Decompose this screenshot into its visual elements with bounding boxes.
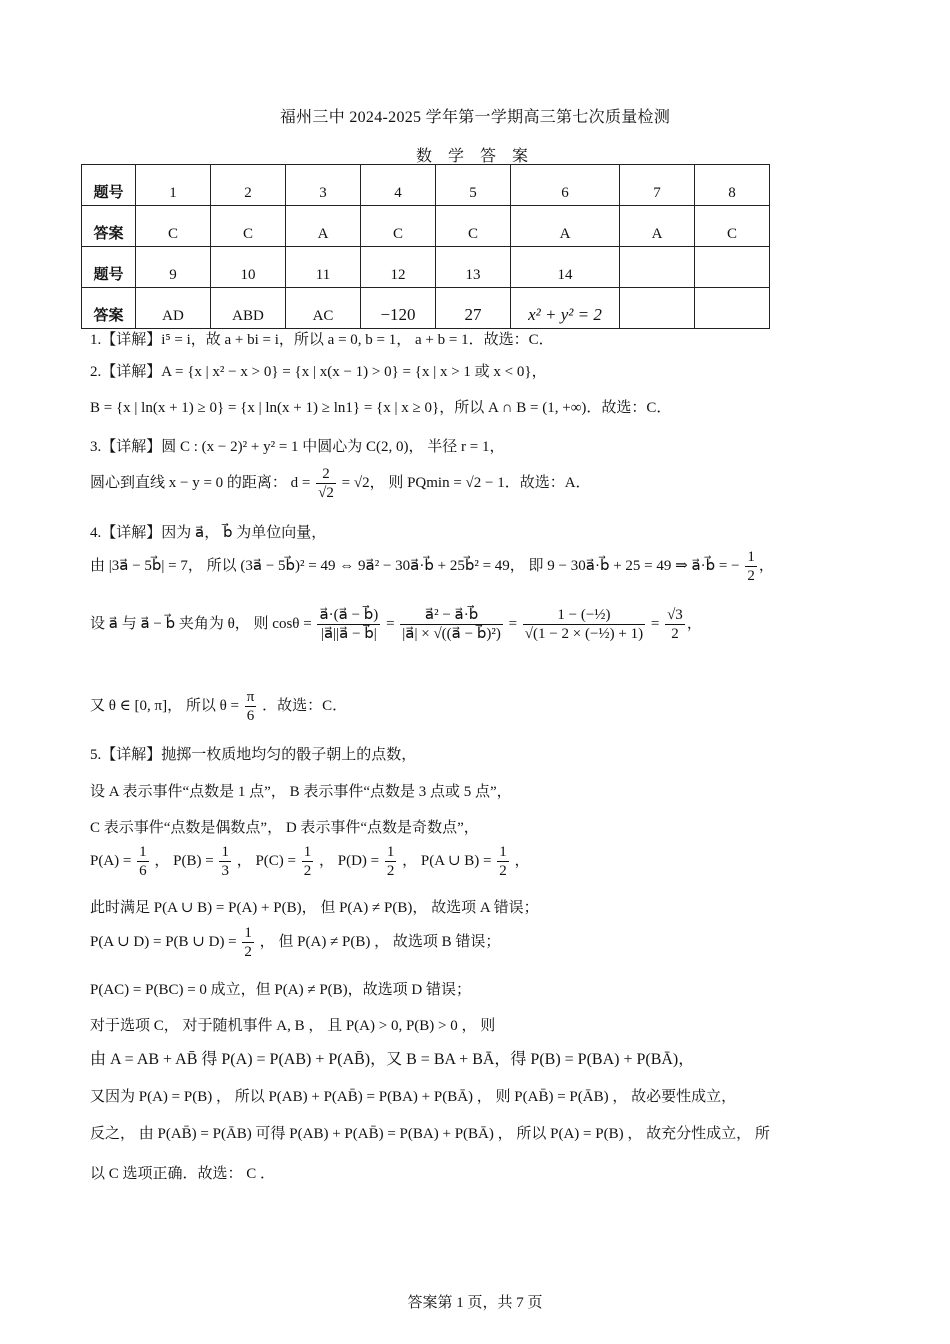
table-cell: 8 <box>695 165 770 206</box>
fraction <box>665 606 685 643</box>
table-cell: AD <box>136 288 211 329</box>
text-segment: 由 |3a⃗ − 5b⃗| = 7， 所以 (3a⃗ − 5b⃗)² = 49 ⇔ 9a⃗² − 30a⃗·b⃗ + 25b⃗² = 49， 即 9 − 30a⃗·b⃗ + 25 = 49 ⇒ a⃗·b⃗ = − <box>90 557 740 574</box>
numerator: √3 <box>667 607 683 623</box>
row-label: 答案 <box>82 206 136 247</box>
table-cell: C <box>436 206 511 247</box>
solution-3-line-2 <box>90 465 591 502</box>
solution-5-line-1: 5.【详解】抛掷一枚质地均匀的骰子朝上的点数， <box>90 747 417 763</box>
table-cell <box>695 288 770 329</box>
table-cell: 11 <box>286 247 361 288</box>
fraction <box>316 465 336 502</box>
denominator: 3 <box>221 863 229 879</box>
fraction <box>400 606 503 643</box>
document-title: 福州三中 2024-2025 学年第一学期高三第七次质量检测 <box>279 109 671 126</box>
fraction <box>745 548 757 585</box>
numerator: 1 <box>244 925 252 941</box>
numerator: 2 <box>316 465 336 484</box>
fraction <box>497 843 509 880</box>
numerator: 1 <box>139 844 147 860</box>
solution-1: 1.【详解】i⁵ = i，故 a + bi = i，所以 a = 0, b = 1， a + b = 1．故选：C． <box>90 332 554 348</box>
table-row <box>82 288 770 329</box>
table-row <box>82 206 770 247</box>
text-segment: 设 a⃗ 与 a⃗ − b⃗ 夹角为 θ， 则 cosθ = <box>90 615 312 632</box>
text-segment: ， P(D) = <box>319 852 380 869</box>
table-cell: −120 <box>361 288 436 329</box>
table-cell: 14 <box>511 247 620 288</box>
document-subtitle: 数 学 答 案 <box>415 148 534 165</box>
solution-5-line-5: 此时满足 P(A ∪ B) = P(A) + P(B)， 但 P(A) ≠ P(B)， 故选项 A 错误； <box>90 900 539 916</box>
row-label: 题号 <box>82 165 136 206</box>
table-cell: 5 <box>436 165 511 206</box>
solution-5-line-2: 设 A 表示事件“点数是 1 点”， B 表示事件“点数是 3 点或 5 点”， <box>90 784 512 800</box>
table-cell: C <box>211 206 286 247</box>
table-cell: A <box>620 206 695 247</box>
text-segment: ， <box>514 852 530 869</box>
fraction <box>385 843 397 880</box>
table-cell: 10 <box>211 247 286 288</box>
text-segment: P(A ∪ D) = P(B ∪ D) = <box>90 933 237 950</box>
fraction <box>242 924 254 961</box>
table-cell <box>695 247 770 288</box>
denominator: 2 <box>747 568 755 584</box>
fraction <box>523 606 645 643</box>
solution-5-line-12: 以 C 选项正确．故选： C ． <box>90 1166 276 1182</box>
solution-5-line-9: 由 A = AB + AB̄ 得 P(A) = P(AB) + P(AB̄)，又 B = BA + BĀ，得 P(B) = P(BA) + P(BĀ)， <box>90 1051 695 1068</box>
numerator: 1 <box>386 844 395 860</box>
table-cell: 13 <box>436 247 511 288</box>
denominator: 6 <box>246 708 255 724</box>
table-row <box>82 165 770 206</box>
table-cell: A <box>511 206 620 247</box>
solution-5-line-6 <box>90 924 500 961</box>
table-cell: A <box>286 206 361 247</box>
table-cell <box>620 288 695 329</box>
table-cell: x² + y² = 2 <box>511 288 620 329</box>
table-row <box>82 247 770 288</box>
solution-4-line-4 <box>90 688 347 725</box>
table-cell <box>620 247 695 288</box>
solution-5-line-7: P(AC) = P(BC) = 0 成立，但 P(A) ≠ P(B)，故选项 D 错误； <box>90 982 471 998</box>
fraction <box>317 606 380 643</box>
row-label: 题号 <box>82 247 136 288</box>
text-segment: 圆心到直线 x − y = 0 的距离： d = <box>90 474 311 491</box>
solution-4-line-3: 设 a⃗ 与 a⃗ − b⃗ 夹角为 θ， 则 cosθ = $\frac{a⃗\cdot(a⃗ - b⃗)}{|a⃗||a⃗ - b⃗|}$ = $\frac{\text{a⃗² − a⃗·b⃗}}{\text{|a⃗| × √((a⃗ − b⃗)²)}}$ = $\frac{\text{1 − (−½)}}{\text{√(1 − 2 × (−½) + 1)}}$ = $\frac{√3}{2}$ ， <box>90 607 702 642</box>
fraction <box>137 843 149 880</box>
fraction <box>219 843 231 880</box>
denominator: |a⃗| × √((a⃗ − b⃗)²) <box>402 626 501 642</box>
table-cell: 9 <box>136 247 211 288</box>
text-segment: ．故选：C． <box>262 697 348 714</box>
solution-2-line-1: 2.【详解】A = {x | x² − x > 0} = {x | x(x − 1) > 0} = {x | x > 1 或 x < 0}， <box>90 364 547 380</box>
text-segment: P(A) = <box>90 852 132 869</box>
denominator: 2 <box>386 863 395 879</box>
solution-5-line-10: 又因为 P(A) = P(B) ， 所以 P(AB) + P(AB̄) = P(BA) + P(BĀ) ， 则 P(AB̄) = P(ĀB) ， 故必要性成立， <box>90 1089 737 1105</box>
denominator: 2 <box>244 944 252 960</box>
table-cell: 6 <box>511 165 620 206</box>
solution-5-line-3: C 表示事件“点数是偶数点”， D 表示事件“点数是奇数点”， <box>90 820 479 836</box>
table-cell: AC <box>286 288 361 329</box>
denominator: √(1 − 2 × (−½) + 1) <box>524 626 644 642</box>
denominator: |a⃗||a⃗ − b⃗| <box>320 626 377 642</box>
table-cell: 27 <box>436 288 511 329</box>
text-segment: = √2， 则 PQmin = √2 − 1．故选：A． <box>341 474 591 491</box>
solution-5-probabilities <box>90 843 530 880</box>
denominator: √2 <box>318 485 334 501</box>
table-cell: C <box>136 206 211 247</box>
solution-2-line-2: B = {x | ln(x + 1) ≥ 0} = {x | ln(x + 1) ≥ ln1} = {x | x ≥ 0}，所以 A ∩ B = (1, +∞)．故选：C． <box>90 400 672 416</box>
answer-table <box>81 164 770 329</box>
fraction <box>302 843 314 880</box>
page-footer: 答案第 1 页，共 7 页 <box>407 1295 543 1311</box>
table-cell: 2 <box>211 165 286 206</box>
table-cell: ABD <box>211 288 286 329</box>
solution-5-line-8: 对于选项 C， 对于随机事件 A, B ， 且 P(A) > 0, P(B) > 0 ， 则 <box>90 1018 496 1034</box>
denominator: 2 <box>671 626 679 642</box>
text-segment: ， P(B) = <box>154 852 214 869</box>
table-cell: C <box>695 206 770 247</box>
solution-4-line-2: 由 |3a⃗ − 5b⃗| = 7， 所以 (3a⃗ − 5b⃗)² = 49 ⇔ 9a⃗² − 30a⃗·b⃗ + 25b⃗² = 49， 即 9 − 30a⃗·b⃗ + 25 = 49 ⇒ a⃗·b⃗ = − $\frac{1}{2}$ ， <box>90 549 774 584</box>
solution-3-line-1: 3.【详解】圆 C : (x − 2)² + y² = 1 中圆心为 C(2, 0)， 半径 r = 1， <box>90 439 505 455</box>
denominator: 2 <box>303 863 312 879</box>
table-cell: 12 <box>361 247 436 288</box>
table-cell: 3 <box>286 165 361 206</box>
numerator: 1 <box>303 844 312 860</box>
table-cell: C <box>361 206 436 247</box>
table-cell: 7 <box>620 165 695 206</box>
fraction <box>245 688 257 725</box>
numerator: 1 − (−½) <box>523 606 645 625</box>
numerator: 1 <box>499 844 507 860</box>
solution-5-line-11: 反之， 由 P(AB̄) = P(ĀB) 可得 P(AB) + P(AB̄) = P(BA) + P(BĀ) ， 所以 P(A) = P(B) ， 故充分性成立， 所 <box>90 1126 770 1142</box>
numerator: a⃗² − a⃗·b⃗ <box>400 606 503 625</box>
text-segment: ， P(A ∪ B) = <box>402 852 492 869</box>
solution-4-line-1: 4.【详解】因为 a⃗， b⃗ 为单位向量， <box>90 525 327 541</box>
text-segment: ， P(C) = <box>236 852 296 869</box>
numerator: π <box>246 689 255 705</box>
table-cell: 1 <box>136 165 211 206</box>
row-label: 答案 <box>82 288 136 329</box>
denominator: 2 <box>499 863 507 879</box>
table-cell: 4 <box>361 165 436 206</box>
text-segment: ， 但 P(A) ≠ P(B) ， 故选项 B 错误； <box>259 933 501 950</box>
numerator: a⃗·(a⃗ − b⃗) <box>319 607 379 623</box>
denominator: 6 <box>139 863 147 879</box>
numerator: 1 <box>747 549 755 565</box>
numerator: 1 <box>221 844 229 860</box>
text-segment: 又 θ ∈ [0, π]， 所以 θ = <box>90 697 239 714</box>
